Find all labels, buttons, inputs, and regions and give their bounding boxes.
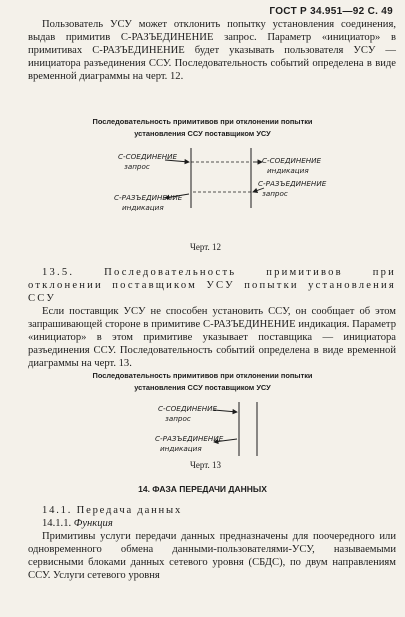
fig12-right-bottom-1: С-РАЗЪЕДИНЕНИЕ bbox=[258, 179, 327, 188]
section-14-1 bbox=[28, 504, 396, 517]
page-header: ГОСТ Р 34.951—92 С. 49 bbox=[269, 6, 393, 17]
fig12-right-top-2: индикация bbox=[267, 166, 309, 175]
section-13-5-heading-text: 13.5. Последовательность примитивов при отклонении поставщиком УСУ попытки установления ССУ bbox=[28, 267, 396, 304]
fig12-left-top-2: запрос bbox=[124, 162, 150, 171]
fig13-arrow-request-in bbox=[214, 410, 237, 412]
figure-13-caption bbox=[0, 370, 405, 394]
paragraph-intro bbox=[28, 18, 396, 83]
section-14-1-text: 14.1. Передача данных bbox=[42, 505, 183, 516]
paragraph-13-5 bbox=[28, 305, 396, 370]
fig12-right-top-1: С-СОЕДИНЕНИЕ bbox=[262, 156, 322, 165]
paragraph-13-5-text: Если поставщик УСУ не способен установить ССУ, он сообщает об этом запрашивающей стороне в примитиве С-РАЗЪЕДИНЕНИЕ индикация. Параметр «инициатор» в этом примитиве указывает поставщика — инициатора разъединения ССУ. Последовательность событий определена в виде временной диаграммы на черт. 13. bbox=[28, 306, 396, 369]
fig12-left-bottom-2: индикация bbox=[122, 203, 164, 212]
figure-13-caption-line2: установления ССУ поставщиком УСУ bbox=[134, 383, 271, 392]
fig12-left-top-1: С-СОЕДИНЕНИЕ bbox=[118, 152, 178, 161]
figure-12-caption-line1: Последовательность примитивов при отклонении попытки bbox=[92, 117, 313, 126]
figure-12-caption-line2: установления ССУ поставщиком УСУ bbox=[134, 129, 271, 138]
paragraph-14-1-1-text: Примитивы услуги передачи данных предназначены для поочередного или одновременного обмена данными-пользователями-УСУ, называемыми сервисными блоками данных сетевого уровня (СБДС), по двум направлениям ССУ. Услуги сетевого уровня bbox=[28, 531, 396, 581]
fig12-right-bottom-2: запрос bbox=[262, 189, 288, 198]
section-13-5-heading bbox=[28, 266, 396, 305]
figure-12-label: Черт. 12 bbox=[190, 242, 221, 252]
section-14-1-1-number: 14.1.1. bbox=[42, 518, 72, 529]
paragraph-intro-text: Пользователь УСУ может отклонить попытку установления соединения, выдав примитив С-РАЗЪЕДИНЕНИЕ запрос. Параметр «инициатор» в примитивах С-РАЗЪЕДИНЕНИЕ будет указывать пользователя УСУ — инициатора разъединения ССУ. Последовательность событий определена в виде временной диаграммы на черт. 12. bbox=[28, 19, 396, 82]
section-14-1-1 bbox=[28, 517, 396, 530]
figure-13-label: Черт. 13 bbox=[190, 460, 221, 470]
figure-12-caption bbox=[0, 116, 405, 140]
fig13-bottom-2: индикация bbox=[160, 444, 202, 453]
paragraph-14-1-1 bbox=[28, 530, 396, 582]
section-14-1-1-line bbox=[28, 517, 396, 530]
section-14-title: 14. ФАЗА ПЕРЕДАЧИ ДАННЫХ bbox=[138, 484, 267, 494]
figure-13-diagram bbox=[0, 396, 405, 466]
fig13-top-1: С-СОЕДИНЕНИЕ bbox=[158, 404, 218, 413]
figure-13-caption-line1: Последовательность примитивов при отклонении попытки bbox=[92, 371, 313, 380]
fig13-top-2: запрос bbox=[165, 414, 191, 423]
fig12-left-bottom-1: С-РАЗЪЕДИНЕНИЕ bbox=[114, 193, 183, 202]
section-14-1-1-title: Функция bbox=[73, 518, 113, 529]
fig13-bottom-1: С-РАЗЪЕДИНЕНИЕ bbox=[155, 434, 224, 443]
figure-12-diagram bbox=[0, 142, 405, 232]
